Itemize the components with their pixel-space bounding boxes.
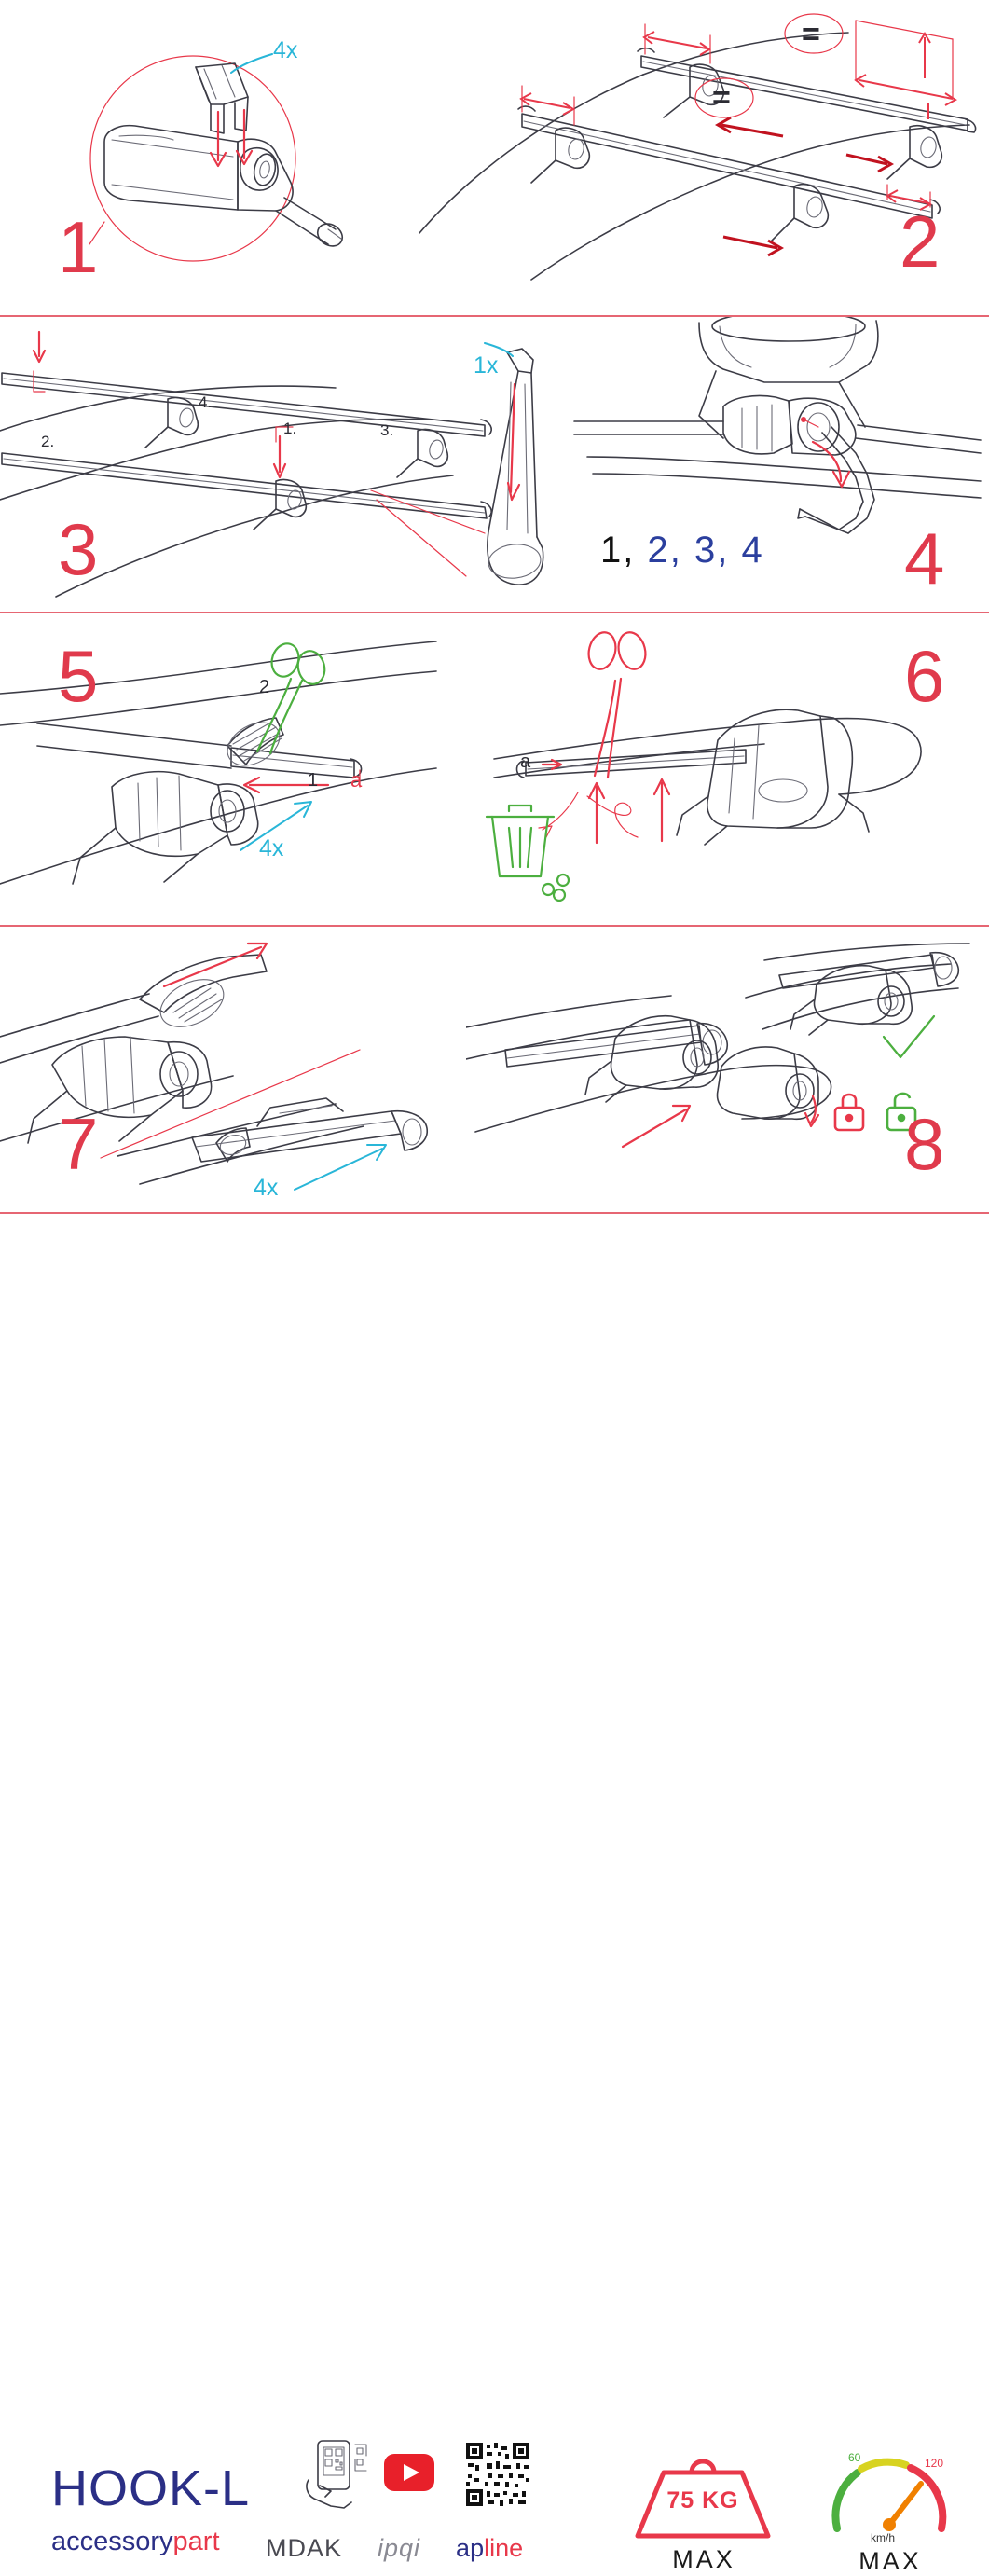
logo-apline bbox=[456, 2534, 523, 2563]
max-speed-block bbox=[811, 2439, 969, 2576]
logo-ipqi: ipqi bbox=[378, 2534, 421, 2562]
step-7-panel bbox=[0, 927, 466, 1212]
step-6-number: 6 bbox=[904, 635, 945, 717]
step-5-qty-label: 4x bbox=[259, 835, 284, 861]
step-4-number: 4 bbox=[904, 517, 945, 599]
step-3-order-4: 4. bbox=[199, 393, 213, 411]
step-3-panel bbox=[0, 317, 559, 612]
step-3-qty-label: 1x bbox=[474, 352, 499, 379]
step-3-number: 3 bbox=[58, 508, 99, 590]
step-5-order-1: 1 bbox=[308, 770, 319, 791]
equal-sign-1: = bbox=[802, 17, 820, 52]
product-name: HOOK-L bbox=[51, 2460, 251, 2516]
svg-text:km/h: km/h bbox=[871, 2531, 896, 2543]
step-4-panel bbox=[559, 317, 989, 612]
svg-text:120: 120 bbox=[925, 2457, 944, 2470]
max-load-caption: MAX bbox=[672, 2545, 735, 2573]
step-7-number: 7 bbox=[58, 1103, 99, 1185]
step-8-number: 8 bbox=[904, 1103, 945, 1185]
logo-apline-prefix: ap bbox=[456, 2534, 485, 2562]
step-1-number: 1 bbox=[58, 206, 99, 288]
step-1-panel bbox=[0, 0, 410, 315]
step-7-qty-label: 4x bbox=[254, 1175, 279, 1201]
step-3-order-3: 3. bbox=[380, 421, 394, 439]
svg-text:60: 60 bbox=[848, 2451, 861, 2464]
brand-line bbox=[51, 2527, 250, 2557]
max-load-block bbox=[615, 2445, 792, 2574]
speedometer-icon bbox=[820, 2439, 960, 2543]
step-5-order-2: 2 bbox=[259, 677, 270, 697]
step-2-number: 2 bbox=[900, 200, 941, 282]
step-4-sequence bbox=[600, 530, 764, 572]
logo-mdak-text: MDAK bbox=[266, 2534, 343, 2562]
step-6-panel bbox=[438, 613, 989, 925]
partner-logos bbox=[266, 2534, 523, 2563]
step-3-order-1: 1. bbox=[283, 420, 297, 437]
step-8-panel bbox=[466, 927, 989, 1212]
seq-item-2: 2, bbox=[647, 530, 682, 571]
logo-mdak bbox=[266, 2534, 342, 2563]
brand-block bbox=[51, 2459, 250, 2557]
step-5-number: 5 bbox=[58, 635, 99, 717]
qr-phone-scan-icon bbox=[303, 2439, 376, 2512]
step-1-qty-label: 4x bbox=[273, 37, 298, 63]
step-5-panel bbox=[0, 613, 438, 925]
logo-apline-suffix: line bbox=[484, 2534, 524, 2562]
step-3-order-2: 2. bbox=[41, 433, 55, 450]
max-load-value: 75 KG bbox=[666, 2487, 739, 2514]
brand-part: part bbox=[172, 2527, 220, 2556]
step-2-panel bbox=[410, 0, 989, 315]
equal-sign-2: = bbox=[712, 80, 731, 116]
seq-item-1: 1, bbox=[600, 530, 636, 571]
step-6-label-a: a bbox=[520, 751, 531, 772]
max-speed-caption: MAX bbox=[859, 2547, 922, 2575]
footer bbox=[0, 1212, 989, 2575]
qr-code-icon bbox=[464, 2441, 531, 2508]
brand-accessory: accessory bbox=[51, 2527, 173, 2556]
seq-item-4: 4 bbox=[741, 530, 764, 571]
youtube-icon[interactable] bbox=[384, 2454, 434, 2491]
step-5-label-a: a bbox=[350, 768, 363, 792]
seq-item-3: 3, bbox=[694, 530, 730, 571]
